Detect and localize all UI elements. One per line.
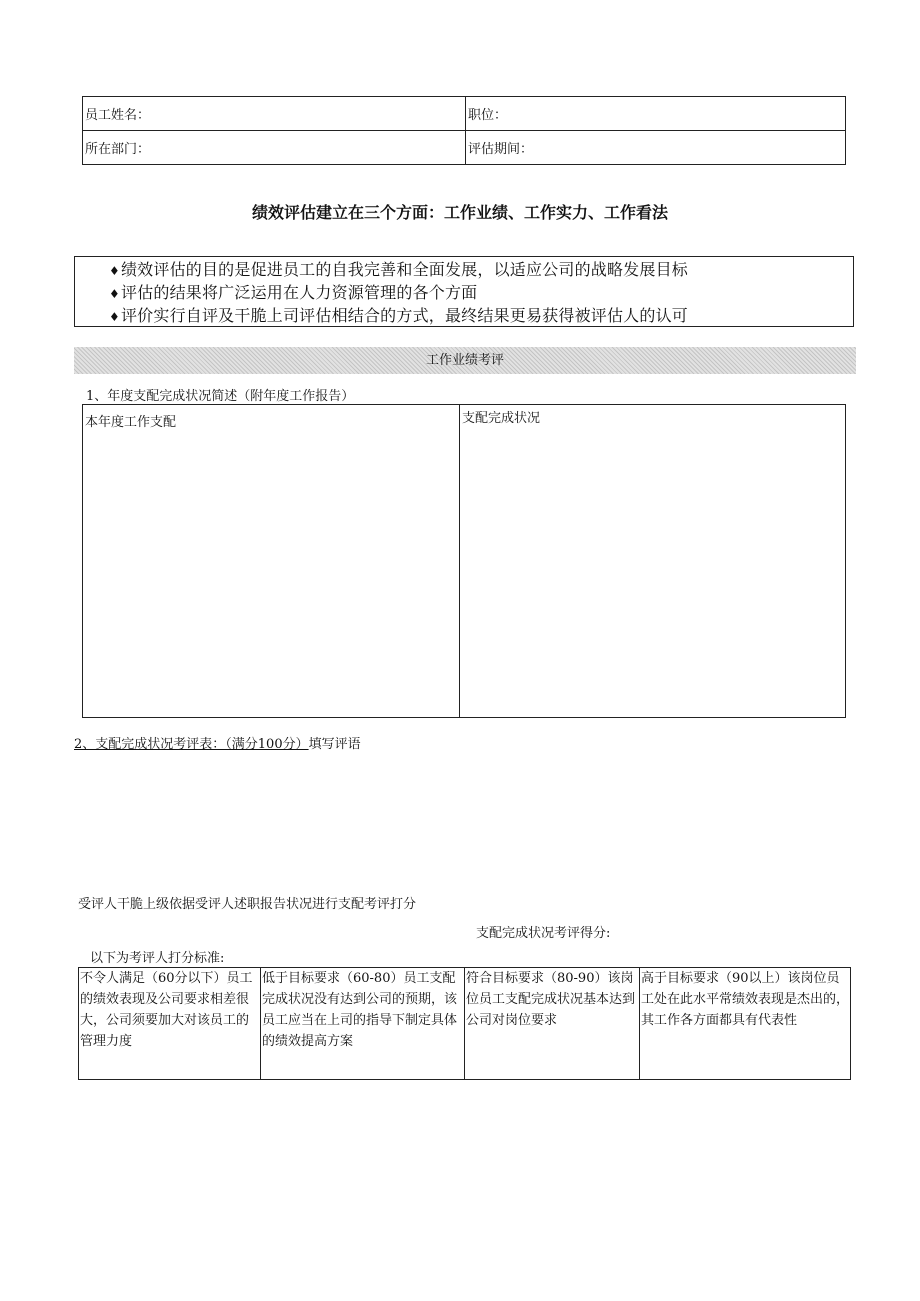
purpose-item xyxy=(109,259,853,282)
score-label: 支配完成状况考评得分: xyxy=(476,926,611,941)
diamond-bullet-icon: ♦ xyxy=(109,264,120,278)
section-banner: 工作业绩考评 xyxy=(74,347,856,374)
department-label: 所在部门： xyxy=(85,142,151,157)
purpose-item-text: 评估的结果将广泛运用在人力资源管理的各个方面 xyxy=(120,283,478,302)
purpose-box xyxy=(74,256,854,327)
position-field[interactable] xyxy=(466,97,846,131)
department-field[interactable] xyxy=(83,131,466,165)
question-2-title-rest: 填写评语 xyxy=(308,737,361,752)
annual-plan-table xyxy=(82,404,846,718)
purpose-item-text: 绩效评估的目的是促进员工的自我完善和全面发展，以适应公司的战略发展目标 xyxy=(120,260,688,279)
question-2-title-underlined: 2、支配完成状况考评表：（满分100分） xyxy=(74,737,309,752)
completion-status-cell[interactable] xyxy=(460,405,846,718)
scoring-level-cell: 不令人满足（60分以下）员工的绩效表现及公司要求相差很大，公司须要加大对该员工的管理力度 xyxy=(79,968,261,1080)
question-2-title xyxy=(74,733,361,752)
employee-info-table xyxy=(82,96,846,165)
purpose-item xyxy=(109,305,853,328)
employee-name-field[interactable] xyxy=(83,97,466,131)
period-label: 评估期间： xyxy=(468,142,534,157)
position-label: 职位： xyxy=(468,108,508,123)
employee-name-label: 员工姓名： xyxy=(85,108,151,123)
annual-plan-label: 本年度工作支配 xyxy=(85,415,177,430)
scoring-level-cell: 符合目标要求（80-90）该岗位员工支配完成状况基本达到公司对岗位要求 xyxy=(465,968,640,1080)
scoring-level-cell: 高于目标要求（90以上）该岗位员工处在此水平常绩效表现是杰出的，其工作各方面都具有代表性 xyxy=(640,968,851,1080)
question-1-title: 1、年度支配完成状况简述（附年度工作报告） xyxy=(86,389,355,404)
scoring-standard-table xyxy=(78,967,851,1080)
diamond-bullet-icon: ♦ xyxy=(109,310,120,324)
reviewer-note: 受评人干脆上级依据受评人述职报告状况进行支配考评打分 xyxy=(78,897,417,912)
completion-status-label: 支配完成状况 xyxy=(462,411,541,426)
page-headline: 绩效评估建立在三个方面：工作业绩、工作实力、工作看法 xyxy=(251,203,668,222)
scoring-level-cell: 低于目标要求（60-80）员工支配完成状况没有达到公司的预期，该员工应当在上司的指导下制定具体的绩效提高方案 xyxy=(261,968,465,1080)
purpose-item xyxy=(109,282,853,305)
score-field[interactable] xyxy=(476,922,610,941)
scoring-standard-title: 以下为考评人打分标准: xyxy=(90,951,225,966)
period-field[interactable] xyxy=(466,131,846,165)
diamond-bullet-icon: ♦ xyxy=(109,287,120,301)
annual-plan-cell[interactable] xyxy=(83,405,460,718)
purpose-item-text: 评价实行自评及干脆上司评估相结合的方式，最终结果更易获得被评估人的认可 xyxy=(120,306,688,325)
